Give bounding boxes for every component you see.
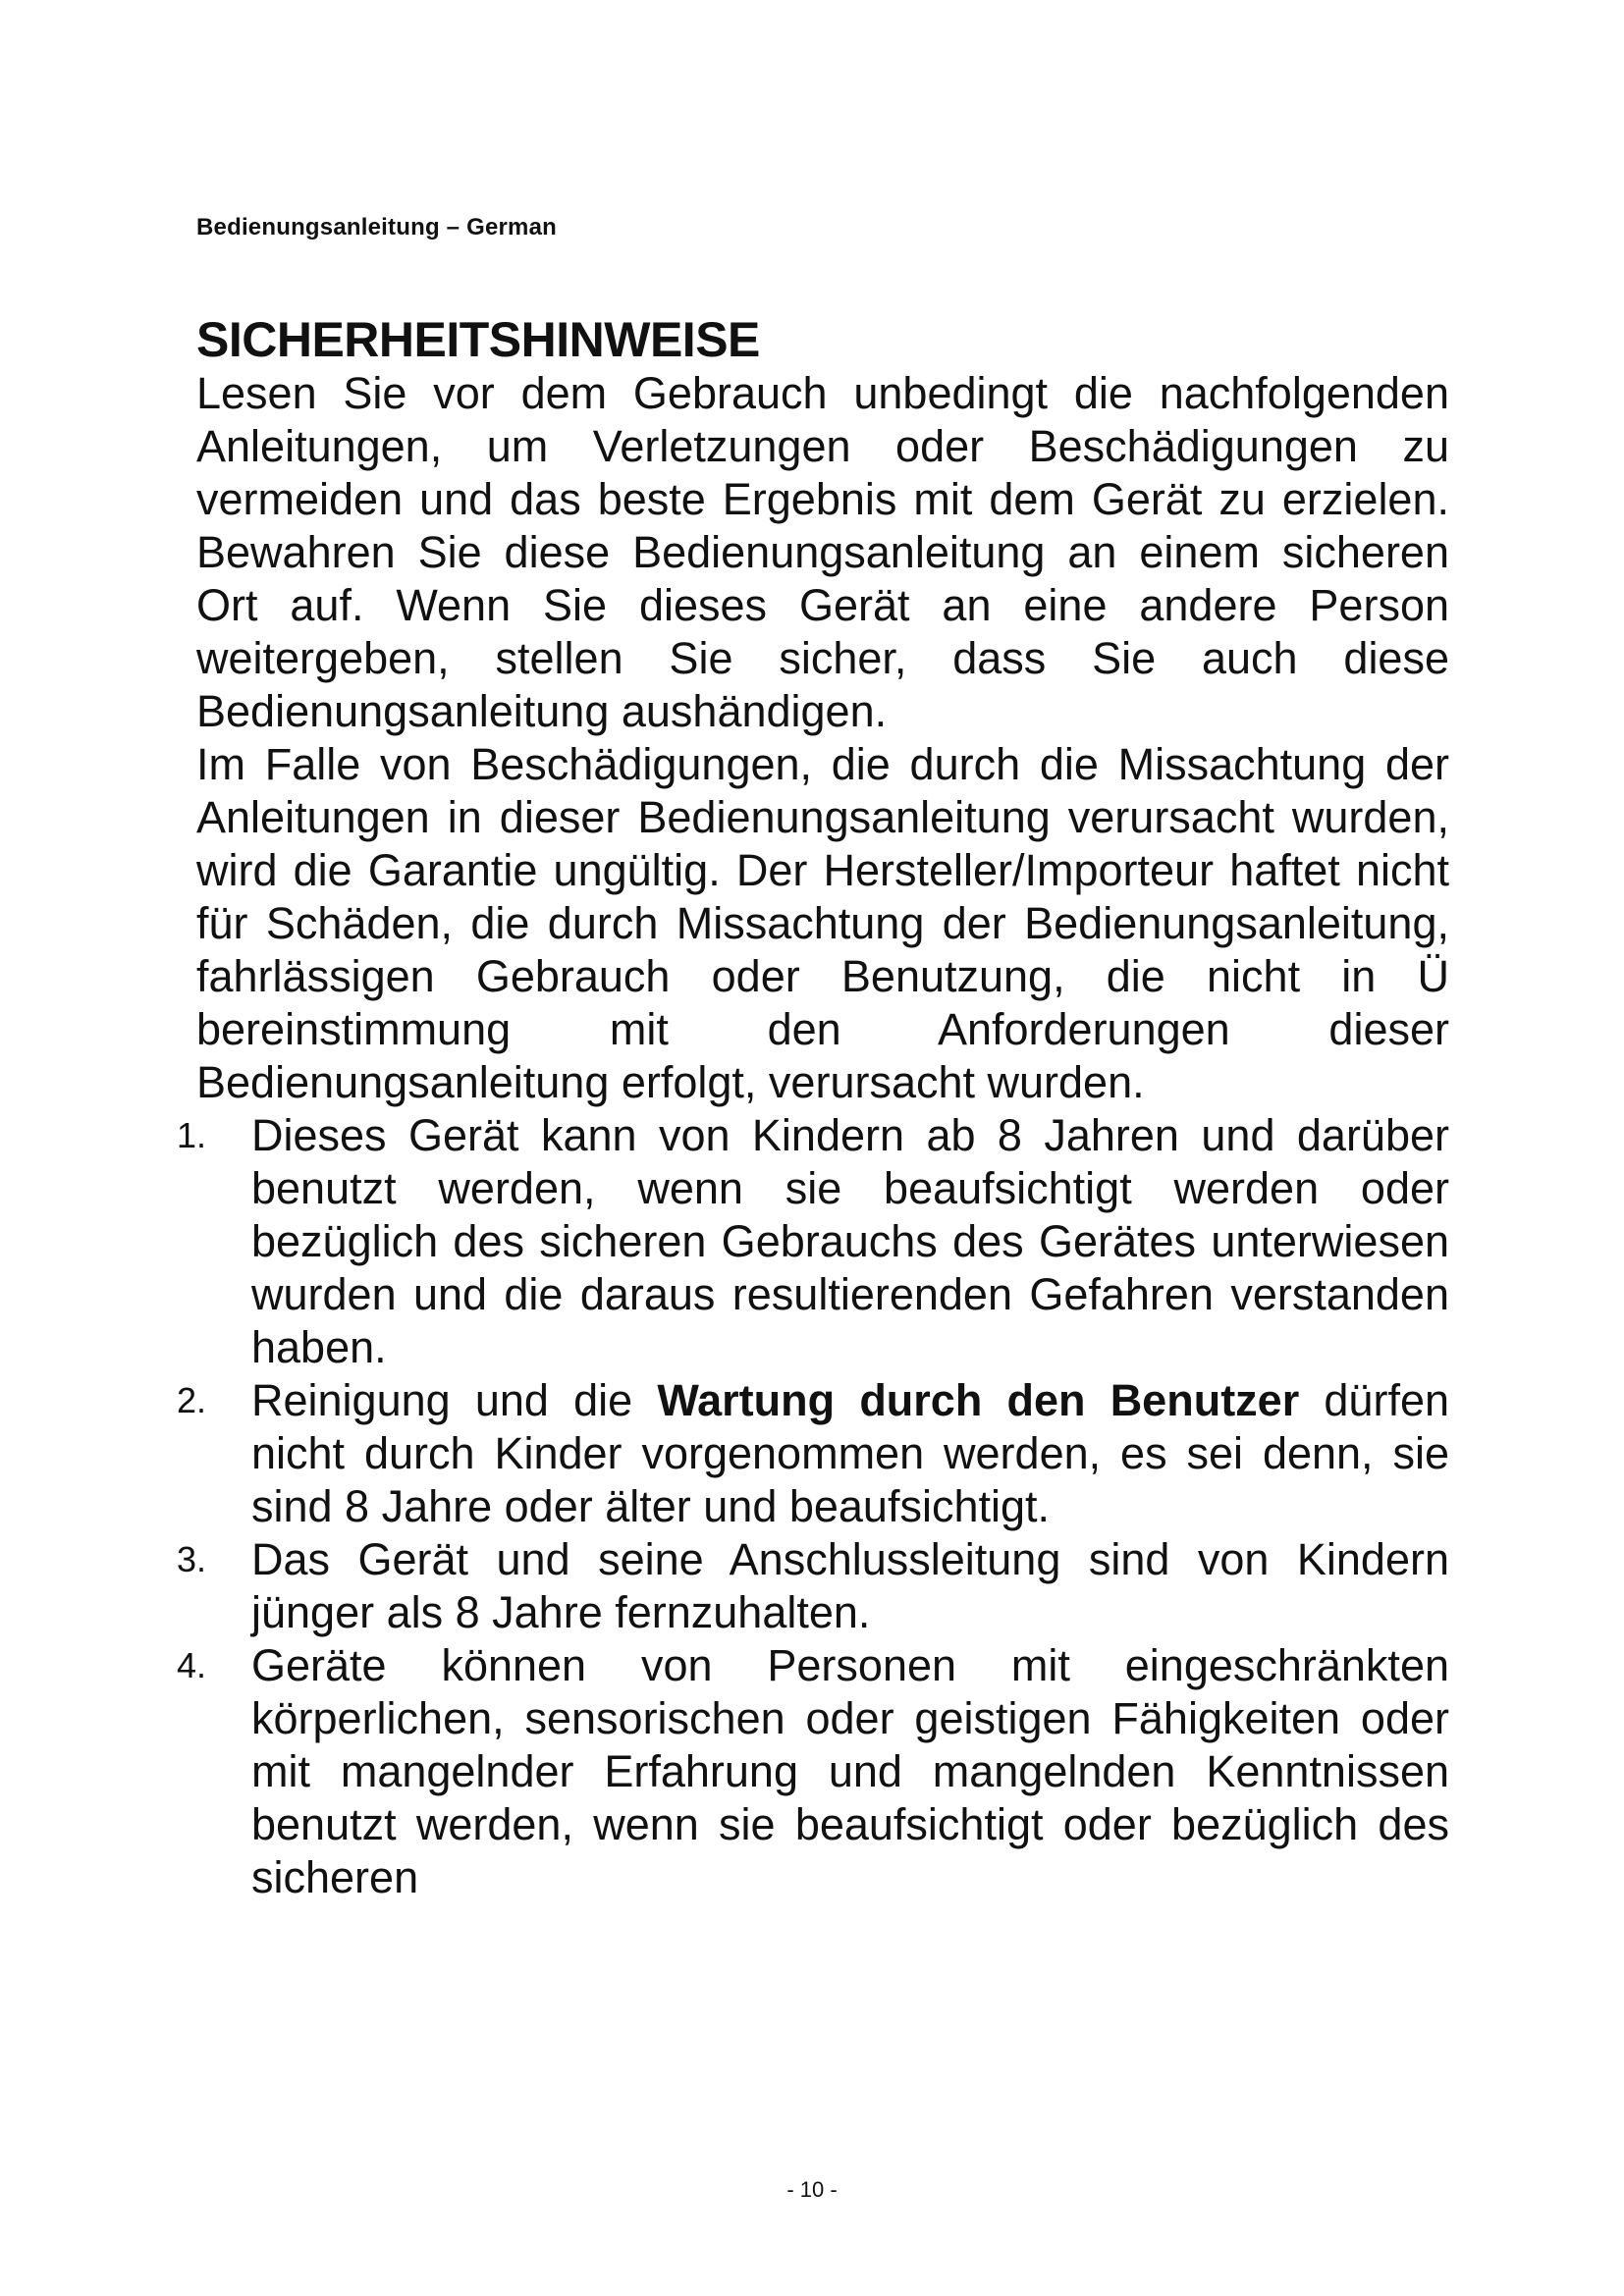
list-item-text-end: dürfen nicht durch Kinder vorgenommen werden, es sei denn, sie sind 8 Jahre oder älter und beaufsichtigt. (251, 1375, 1449, 1531)
intro-text (196, 367, 1449, 1109)
intro-paragraph: Lesen Sie vor dem Gebrauch unbedingt die nachfolgenden Anleitungen, um Verletzungen oder Beschädigungen zu vermeiden und das beste Ergebnis mit dem Gerät zu erzielen. Bewahren Sie diese Bedienungsanleitung an einem sicheren Ort auf. Wenn Sie dieses Gerät an eine andere Person weitergeben, stellen Sie sicher, dass Sie auch diese Bedienungsanleitung aushändigen. (196, 368, 1449, 736)
list-item (177, 1374, 1449, 1533)
list-item-number: 4. (177, 1645, 207, 1685)
list-item-text: Das Gerät und seine Anschlussleitung sind von Kindern jünger als 8 Jahre fernzuhalten. (251, 1534, 1449, 1637)
list-item-number: 2. (177, 1380, 207, 1420)
safety-list (177, 1109, 1449, 1904)
list-item-text (251, 1375, 1449, 1531)
list-item-number: 3. (177, 1539, 207, 1579)
section-title: SICHERHEITSHINWEISE (196, 312, 760, 367)
list-item-text-bold: Wartung durch den Benutzer (657, 1375, 1300, 1425)
list-item-text: Geräte können von Personen mit eingeschränkten körperlichen, sensorischen oder geistigen Fähigkeiten oder mit mangelnder Erfahrung und mangelnden Kenntnissen benutzt werden, wenn sie beaufsichtigt oder bezüglich des sicheren (251, 1640, 1449, 1902)
list-item (177, 1639, 1449, 1904)
list-item (177, 1109, 1449, 1374)
list-item-text-start: Reinigung und die (251, 1375, 658, 1425)
list-item-number: 1. (177, 1115, 207, 1155)
page-number: - 10 - (786, 2177, 838, 2202)
warranty-paragraph: Im Falle von Beschädigungen, die durch die Missachtung der Anleitungen in dieser Bedienungsanleitung verursacht wurden, wird die Garantie ungültig. Der Hersteller/Importeur haftet nicht für Schäden, die durch Missachtung der Bedienungsanleitung, fahrlässigen Gebrauch oder Benutzung, die nicht in Ü bereinstimmung mit den Anforderungen dieser Bedienungsanleitung erfolgt, verursacht wurden. (196, 739, 1449, 1107)
safety-section (177, 312, 1449, 1904)
list-item (177, 1533, 1449, 1639)
list-item-text: Dieses Gerät kann von Kindern ab 8 Jahren und darüber benutzt werden, wenn sie beaufsichtigt werden oder bezüglich des sicheren Gebrauchs des Gerätes unterwiesen wurden und die daraus resultierenden Gefahren verstanden haben. (251, 1110, 1449, 1372)
document-header-label: Bedienungsanleitung – German (196, 214, 557, 240)
